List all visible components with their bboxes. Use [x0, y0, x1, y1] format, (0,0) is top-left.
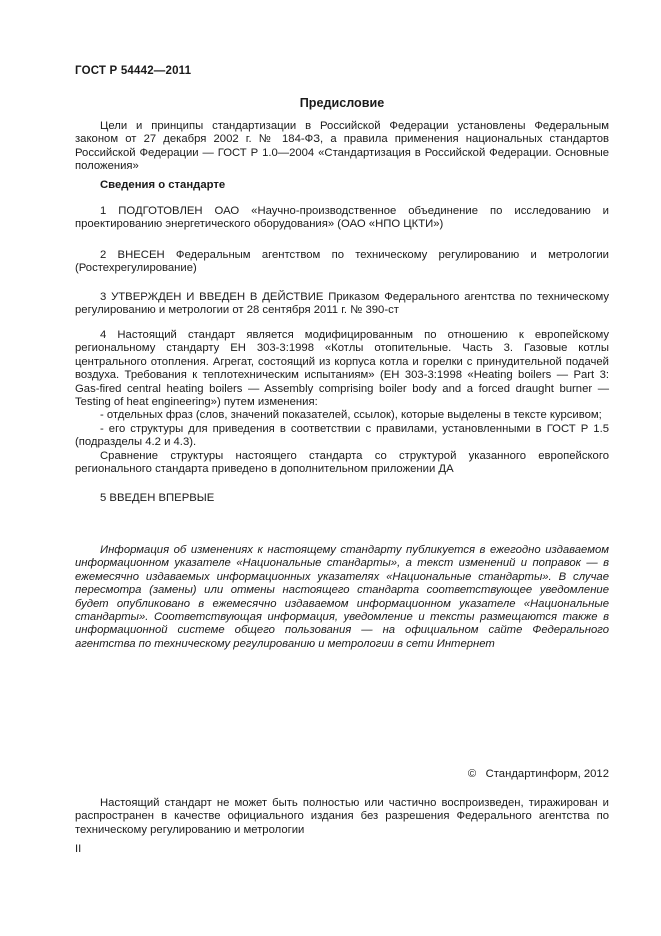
standard-info-item-1: 1 ПОДГОТОВЛЕН ОАО «Научно-производственное объединение по исследованию и проектированию энергетического оборудования» (ОАО «НПО ЦКТИ») [75, 205, 609, 231]
page-number: II [75, 843, 82, 855]
publication-notice: Информация об изменениях к настоящему стандарту публикуется в ежегодно издаваемом информационном указателе «Национальные стандарты», а текст изменений и поправок — в ежемесячно издаваемых информационных указателях «Национальные стандарты». В случае пересмотра (замены) или отмены настоящего стандарта соответствующее уведомление будет опубликовано в ежемесячно издаваемом информационном указателе «Национальные стандарты». Соответствующая информация, уведомление и тексты размещаются также в информационной системе общего пользования — на официальном сайте Федерального агентства по техническому регулированию и метрологии в сети Интернет [75, 544, 609, 650]
standard-info-heading: Сведения о стандарте [100, 179, 226, 191]
standard-info-item-3: 3 УТВЕРЖДЕН И ВВЕДЕН В ДЕЙСТВИЕ Приказом Федерального агентства по техническому регулированию и метрологии от 28 сентября 2011 г. № 390-ст [75, 291, 609, 317]
standard-info-item-4-note: Сравнение структуры настоящего стандарта со структурой указанного европейского регионального стандарта приведено в дополнительном приложении ДА [75, 449, 609, 476]
standard-info-item-4: 4 Настоящий стандарт является модифицированным по отношению к европейскому региональному стандарту ЕН 303-3:1998 «Котлы отопительные. Часть 3. Газовые котлы центрального отопления. Агрегат, состоящий из корпуса котла и горелки с принудительной подачей воздуха. Требования к теплотехническим испытаниям» (ЕН 303-3:1998 «Heating boilers — Part 3: Gas-fired central heating boilers — Assembly comprising boiler body and a forced draught burner — Testing of heat engineering») путем изменения: [75, 329, 609, 409]
page-title: Предисловие [299, 96, 385, 110]
doc-code: ГОСТ Р 54442—2011 [75, 65, 192, 77]
standard-info-item-4-bullet-1: - отдельных фраз (слов, значений показателей, ссылок), которые выделены в тексте курсивом; [100, 409, 602, 422]
standard-info-item-5: 5 ВВЕДЕН ВПЕРВЫЕ [100, 492, 215, 504]
standard-info-item-4-bullet-2: - его структуры для приведения в соответствии с правилами, установленными в ГОСТ Р 1.5 (подразделы 4.2 и 4.3). [75, 422, 609, 449]
standard-info-item-4-group [75, 329, 609, 476]
copyright-line: © Стандартинформ, 2012 [467, 768, 609, 780]
standard-info-item-2: 2 ВНЕСЕН Федеральным агентством по техническому регулированию и метрологии (Ростехрегулирование) [75, 249, 609, 275]
restriction-paragraph: Настоящий стандарт не может быть полностью или частично воспроизведен, тиражирован и распространен в качестве официального издания без разрешения Федерального агентства по техническому регулированию и метрологии [75, 797, 609, 836]
intro-paragraph: Цели и принципы стандартизации в Российской Федерации установлены Федеральным законом от 27 декабря 2002 г. № 184-ФЗ, а правила применения национальных стандартов Российской Федерации — ГОСТ Р 1.0—2004 «Стандартизация в Российской Федерации. Основные положения» [75, 120, 609, 173]
